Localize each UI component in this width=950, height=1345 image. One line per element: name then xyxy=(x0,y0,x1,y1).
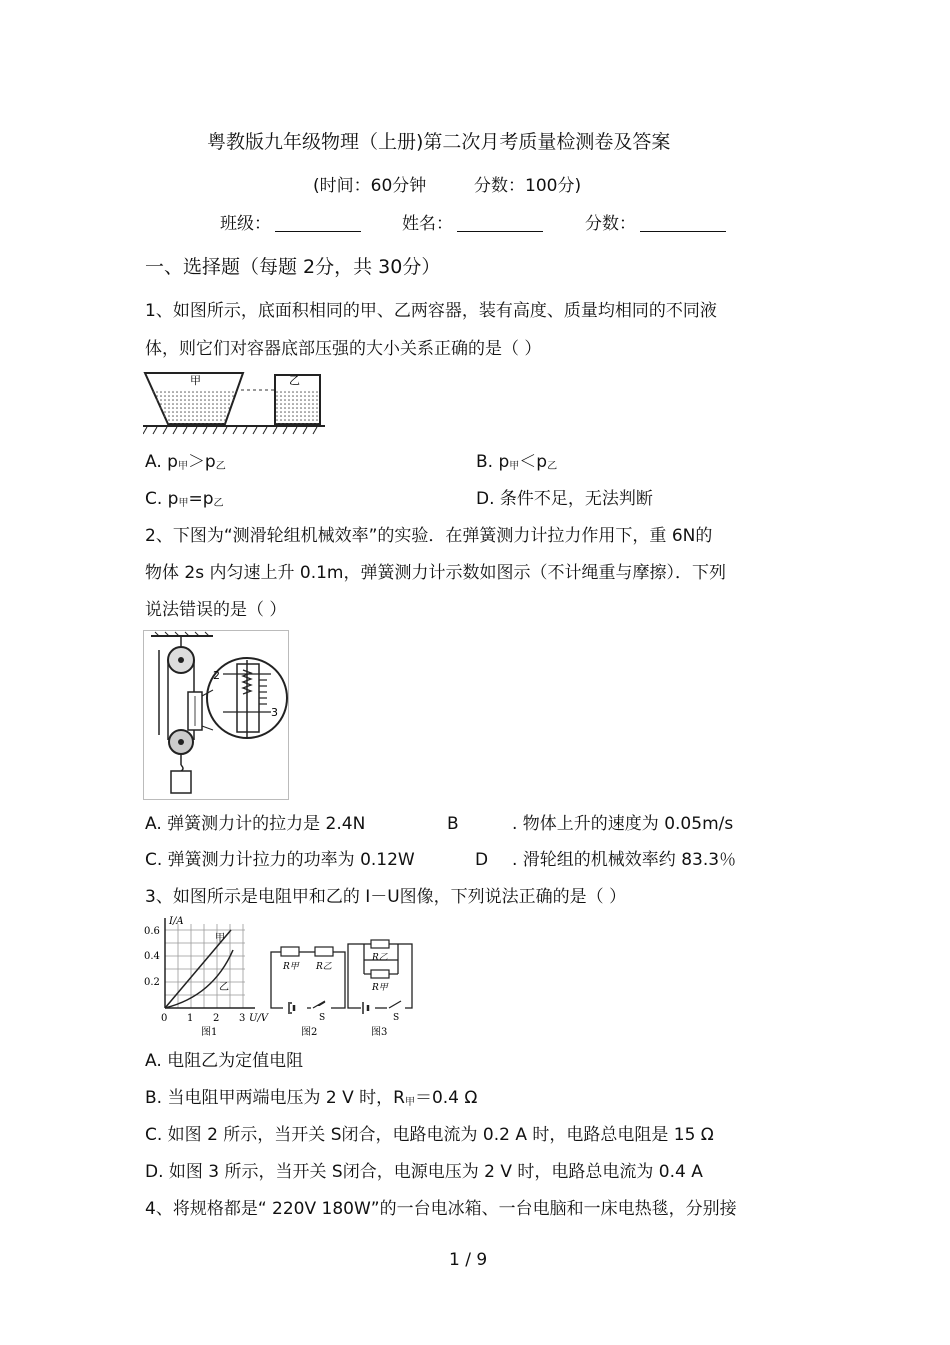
q3-x-axis-label: U/V xyxy=(249,1013,269,1024)
q2-option-b-letter: B xyxy=(447,814,459,834)
q3-y-axis-label: I/A xyxy=(169,916,184,927)
q3-fig3-r-yi: R乙 xyxy=(372,953,388,963)
q1-container-figure xyxy=(143,370,325,438)
q3-y-tick: 0.4 xyxy=(144,951,160,962)
q3-fig3-switch: S xyxy=(393,1013,400,1023)
q3-fig2-caption: 图2 xyxy=(301,1027,318,1038)
q1-option-c[interactable]: C. $p_甲=p_乙$ xyxy=(145,489,224,509)
q1-option-b[interactable]: B. $p_甲<p_乙$ xyxy=(476,452,558,472)
q3-option-a[interactable]: A. 电阻乙为定值电阻 xyxy=(145,1051,304,1071)
q1-option-a[interactable]: A. $p_甲>p_乙$ xyxy=(145,452,226,472)
q2-stem-line2: 物体 2s 内匀速上升 0.1m，弹簧测力计示数如图示（不计绳重与摩擦）．下列 xyxy=(145,563,726,583)
q3-x-tick: 1 xyxy=(187,1013,194,1024)
q2-option-c[interactable]: C. 弹簧测力计拉力的功率为 0.12W xyxy=(145,850,415,870)
exam-total-score: 分数：100分) xyxy=(474,176,582,196)
q3-fig3-caption: 图3 xyxy=(371,1027,388,1038)
class-blank[interactable] xyxy=(275,215,361,232)
exam-time: (时间：60分钟 xyxy=(313,176,427,196)
q3-fig2-r-jia: R甲 xyxy=(283,962,299,972)
q2-scale-2: 2 xyxy=(213,669,220,682)
class-field[interactable] xyxy=(220,213,361,235)
q3-option-d[interactable]: D. 如图 3 所示，当开关 S闭合，电源电压为 2 V 时，电路总电流为 0.4 A xyxy=(145,1162,703,1182)
q3-y-tick: 0.6 xyxy=(144,926,160,937)
q3-option-c[interactable]: C. 如图 2 所示，当开关 S闭合，电路电流为 0.2 A 时，电路总电阻是 15 Ω xyxy=(145,1125,714,1145)
score-blank[interactable] xyxy=(640,215,726,232)
section-heading: 一、选择题（每题 2分，共 30分） xyxy=(145,256,441,278)
q1-label-jia: 甲 xyxy=(190,374,201,387)
q2-stem-line3: 说法错误的是（ ） xyxy=(145,600,287,620)
q3-x-tick: 0 xyxy=(161,1013,168,1024)
document-title: 粤教版九年级物理（上册)第二次月考质量检测卷及答案 xyxy=(207,131,671,153)
class-label: 班级： xyxy=(220,214,271,234)
q3-curve-label-yi: 乙 xyxy=(219,982,229,993)
q1-label-yi: 乙 xyxy=(289,374,300,387)
q3-curve-label-jia: 甲 xyxy=(215,933,225,944)
score-label: 分数： xyxy=(585,214,636,234)
q1-stem-line1: 1、如图所示，底面积相同的甲、乙两容器，装有高度、质量均相同的不同液 xyxy=(145,301,717,321)
q1-option-d[interactable]: D. 条件不足，无法判断 xyxy=(476,489,653,509)
q3-fig1-caption: 图1 xyxy=(201,1027,218,1038)
q3-figure xyxy=(143,914,413,1040)
score-field[interactable] xyxy=(585,213,726,235)
q3-y-tick: 0.2 xyxy=(144,977,160,988)
name-field[interactable] xyxy=(402,213,543,235)
q2-option-d-letter: D xyxy=(475,850,489,870)
q3-fig2-switch: S xyxy=(319,1013,326,1023)
q2-pulley-figure xyxy=(143,630,289,800)
q2-option-b[interactable]: . 物体上升的速度为 0.05m/s xyxy=(512,814,734,834)
q3-stem: 3、如图所示是电阻甲和乙的 I－U图像，下列说法正确的是（ ） xyxy=(145,887,627,907)
q2-option-a[interactable]: A. 弹簧测力计的拉力是 2.4N xyxy=(145,814,366,834)
q2-option-d[interactable]: . 滑轮组的机械效率约 83.3％ xyxy=(512,850,737,870)
q2-scale-3: 3 xyxy=(271,706,278,719)
q2-stem-line1: 2、下图为“测滑轮组机械效率”的实验．在弹簧测力计拉力作用下，重 6N的 xyxy=(145,526,713,546)
q3-x-tick: 2 xyxy=(213,1013,220,1024)
q1-stem-line2: 体，则它们对容器底部压强的大小关系正确的是（ ） xyxy=(145,339,542,359)
name-label: 姓名： xyxy=(402,214,453,234)
q3-x-tick: 3 xyxy=(239,1013,246,1024)
q4-stem: 4、将规格都是“ 220V 180W”的一台电冰箱、一台电脑和一床电热毯，分别接 xyxy=(145,1199,737,1219)
q3-fig2-r-yi: R乙 xyxy=(316,962,332,972)
name-blank[interactable] xyxy=(457,215,543,232)
q3-option-b[interactable]: B. 当电阻甲两端电压为 2 V 时，$R_甲=0.4$ Ω xyxy=(145,1088,478,1108)
page-number: 1 / 9 xyxy=(449,1250,488,1270)
q3-fig3-r-jia: R甲 xyxy=(372,983,388,993)
